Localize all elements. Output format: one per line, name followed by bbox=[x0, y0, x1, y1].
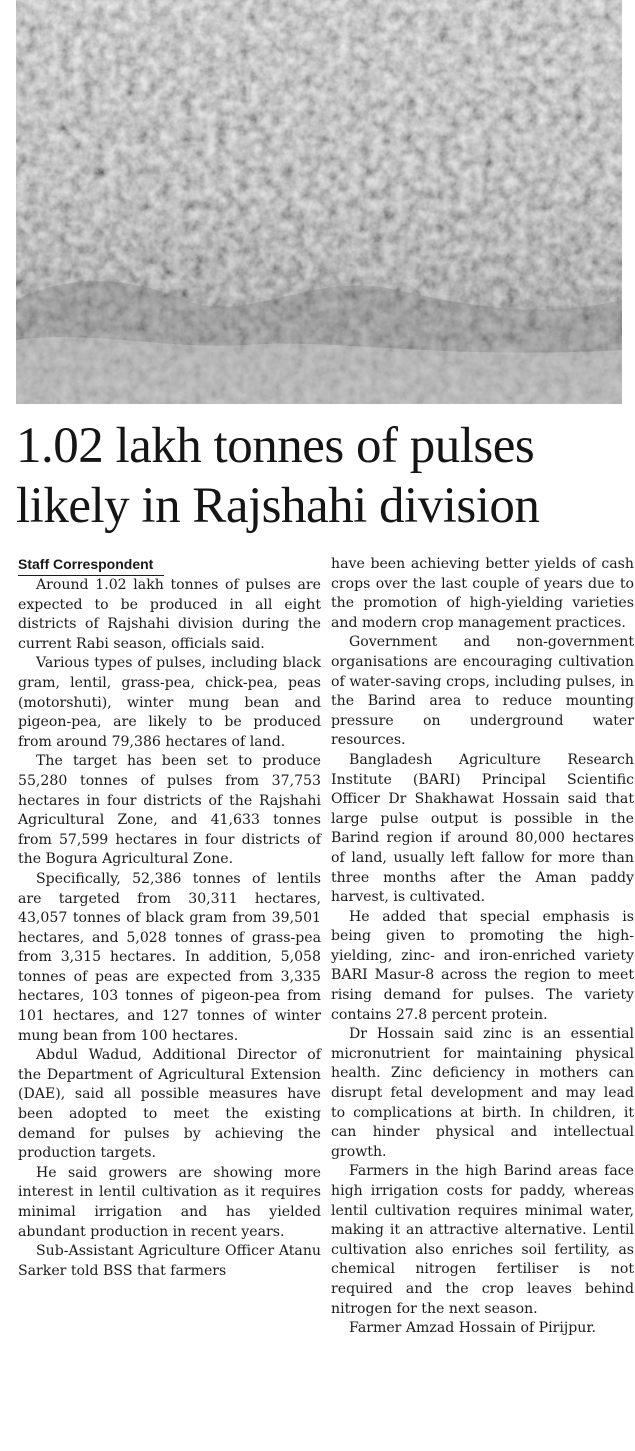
paragraph: Abdul Wadud, Additional Director of the Department of Agricultural Extension (DAE), said all possible measures have been adopted to meet the existing demand for pulses by achieving the production targets. bbox=[18, 1047, 321, 1162]
headline-line-2: likely in Rajshahi division bbox=[16, 478, 540, 534]
paragraph: Farmer Amzad Hossain of Pirijpur. bbox=[349, 1320, 597, 1337]
paragraph: Bangladesh Agriculture Research Institute (BARI) Principal Scientific Officer Dr Shakhawat Hossain said that large pulse output is possible in the Barind region if around 80,000 hectares of land, usually left fallow for more than three months after the Aman paddy harvest, is cultivated. bbox=[331, 751, 634, 906]
paragraph: Government and non-government organisations are encouraging cultivation of water-saving crops, including pulses, in the Barind area to reduce mounting pressure on underground water resources. bbox=[331, 634, 634, 749]
byline: Staff Correspondent bbox=[18, 555, 164, 576]
paragraph: Dr Hossain said zinc is an essential micronutrient for maintaining physical health. Zinc deficiency in mothers can disrupt fetal development and may lead to complications at birth. In children, it can hinder physical and intellectual growth. bbox=[331, 1026, 634, 1160]
paragraph: He added that special emphasis is being given to promoting the high-yielding, zinc- and iron-enriched variety BARI Masur-8 across the region to meet rising demand for pulses. The variety contains 27.8 percent protein. bbox=[331, 908, 634, 1023]
article-column-left bbox=[18, 555, 321, 1281]
paragraph: Specifically, 52,386 tonnes of lentils are targeted from 30,311 hectares, 43,057 tonnes of black gram from 39,501 hectares, and 5,028 tonnes of grass-pea from 3,315 hectares. In addition, 5,058 tonnes of peas are expected from 3,335 hectares, 103 tonnes of pigeon-pea from 101 hectares, and 127 tonnes of winter mung bean from 100 hectares. bbox=[18, 870, 321, 1044]
article-photo-pulse-field bbox=[16, 0, 622, 404]
headline-line-1: 1.02 lakh tonnes of pulses bbox=[16, 418, 535, 474]
paragraph: Various types of pulses, including black gram, lentil, grass-pea, chick-pea, peas (motorshuti), winter mung bean and pigeon-pea, are likely to be produced from around 79,386 hectares of land. bbox=[18, 655, 321, 750]
article-column-right bbox=[331, 555, 634, 1339]
paragraph: The target has been set to produce 55,280 tonnes of pulses from 37,753 hectares in four districts of the Rajshahi Agricultural Zone, and 41,633 tonnes from 57,599 hectares in four districts of the Bogura Agricultural Zone. bbox=[18, 753, 321, 868]
paragraph: He said growers are showing more interest in lentil cultivation as it requires minimal irrigation and has yielded abundant production in recent years. bbox=[18, 1164, 321, 1240]
paragraph-continued: have been achieving better yields of cash crops over the last couple of years due to the promotion of high-yielding varieties and modern crop management practices. bbox=[331, 556, 634, 631]
article-headline bbox=[16, 416, 622, 536]
paragraph: Farmers in the high Barind areas face high irrigation costs for paddy, whereas lentil cultivation requires minimal water, making it an attractive alternative. Lentil cultivation also enriches soil fertility, as chemical nitrogen fertiliser is not required and the crop leaves behind nitrogen for the next season. bbox=[331, 1163, 634, 1317]
paragraph: Sub-Assistant Agriculture Officer Atanu Sarker told BSS that farmers bbox=[18, 1243, 321, 1279]
paragraph: Around 1.02 lakh tonnes of pulses are expected to be produced in all eight districts of Rajshahi division during the current Rabi season, officials said. bbox=[18, 577, 321, 652]
